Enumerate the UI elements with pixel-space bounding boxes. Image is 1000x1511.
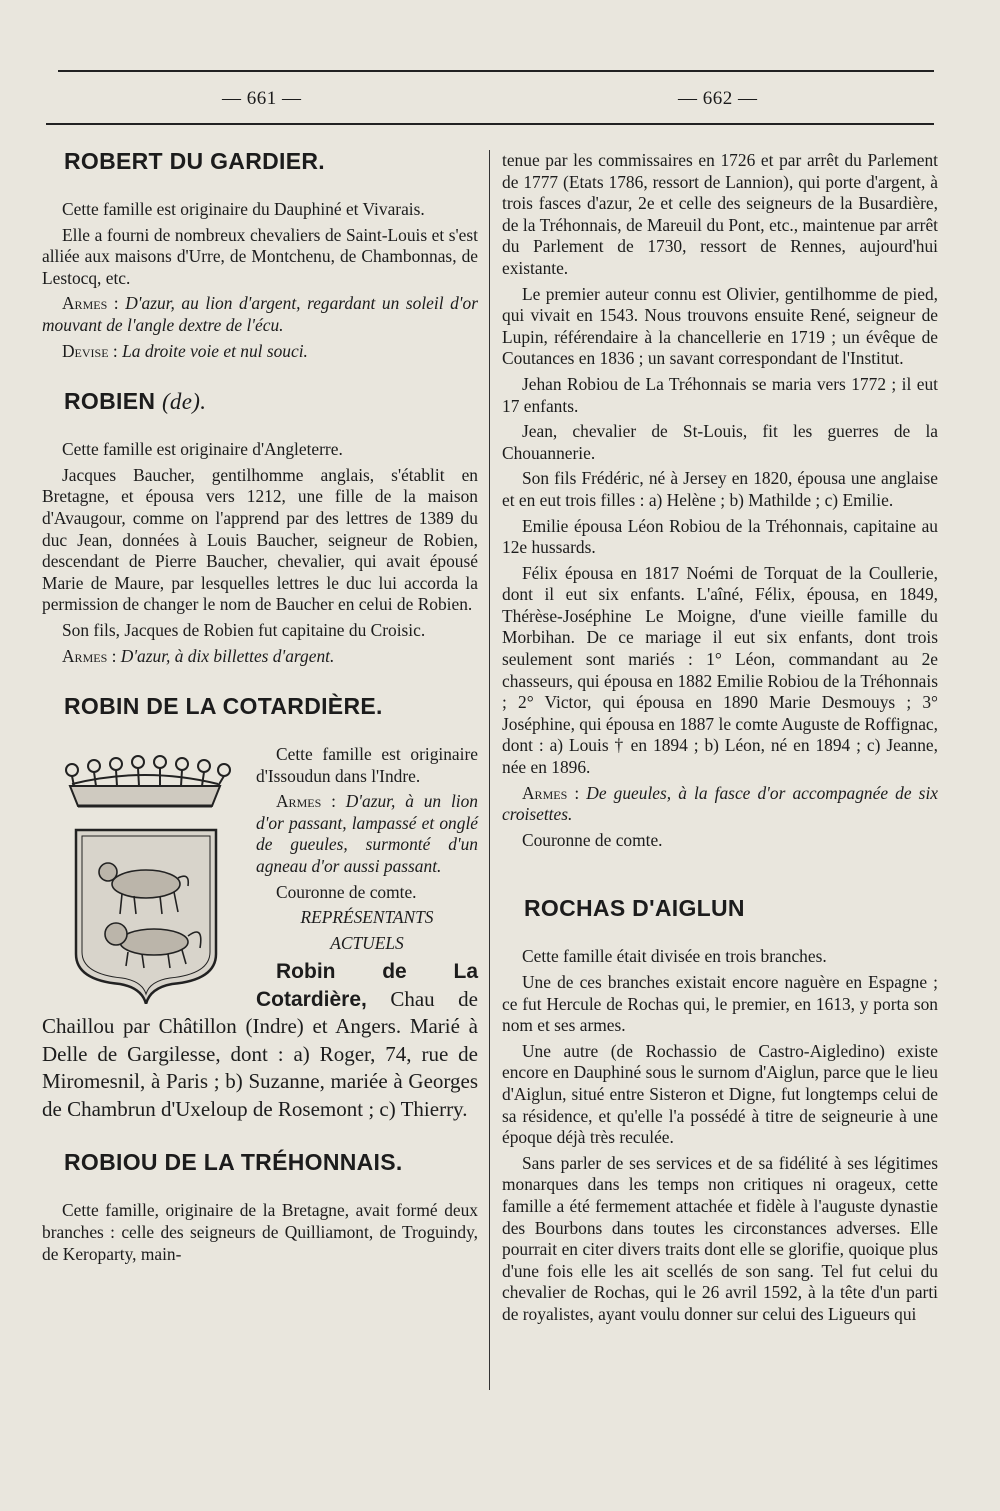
- paragraph: Cette famille est originaire d'Issoudun dans l'Indre.: [256, 744, 478, 786]
- left-column: [42, 148, 478, 1269]
- paragraph: Emilie épousa Léon Robiou de la Tréhonnais, capitaine au 12e hussards.: [502, 515, 938, 558]
- armes-text: D'azur, à dix billettes d'argent.: [120, 645, 335, 666]
- section-title: ROBIN DE LA COTARDIÈRE.: [64, 693, 383, 720]
- coat-of-arms-illustration: [42, 744, 242, 1004]
- right-column: [502, 150, 938, 1330]
- paragraph: Jean, chevalier de St-Louis, fit les guerres de la Chouannerie.: [502, 421, 938, 463]
- section-title: ROBIOU DE LA TRÉHONNAIS.: [64, 1149, 403, 1176]
- armes-line: [42, 646, 478, 668]
- armes-label: Armes :: [62, 645, 117, 666]
- paragraph: Félix épousa en 1817 Noémi de Torquat de la Coullerie, dont il eut six enfants. L'aîné, Félix, épousa, en 1849, Thérèse-Joséphine Le Moigne, d'une vieille famille du Morbihan. De ce mariage il eut six enfants, dont trois seulement sont mariés : 1° Léon, commandant au 2e chasseurs, qui épousa en 1882 Emilie Robiou de la Tréhonnais ; 2° Victor, qui épousa en 1890 Marie Desmouys ; 3° Joséphine, qui épousa en 1887 le comte Auguste de Roffignac, dont : a) Louis † en 1894 ; b) Léon, né en 1894 ; c) Jeanne, née en 1896.: [502, 562, 938, 778]
- devise-line: [42, 341, 478, 363]
- couronne-line: Couronne de comte.: [522, 829, 663, 850]
- page-number-left: — 661 —: [222, 88, 302, 109]
- paragraph: Le premier auteur connu est Olivier, gentilhomme de pied, qui vivait en 1543. Nous trouvons ensuite René, seigneur de Lupin, référendaire à la chancellerie en 1719 ; un évêque de Coutances en 1836 ; un savant correspondant de l'Institut.: [502, 283, 938, 369]
- armes-text: D'azur, au lion d'argent, regardant un soleil d'or mouvant de l'angle dextre de l'écu.: [42, 293, 478, 335]
- paragraph: Une de ces branches existait encore naguère en Espagne ; ce fut Hercule de Rochas qui, le premier, en 1613, y porta son nom et ses armes.: [502, 972, 938, 1036]
- section-title-suffix: (de).: [161, 389, 207, 415]
- representants-heading-line2: ACTUELS: [330, 932, 404, 953]
- devise-label: Devise :: [62, 340, 118, 361]
- section-title: ROCHAS D'AIGLUN: [524, 895, 745, 922]
- armes-line: [42, 293, 478, 336]
- armes-text: De gueules, à la fasce d'or accompagnée de six croisettes.: [502, 782, 938, 825]
- paragraph: Cette famille était divisée en trois branches.: [522, 946, 827, 967]
- armes-label: Armes :: [62, 293, 119, 314]
- section-title-text: ROBIEN: [64, 388, 156, 415]
- paragraph: Cette famille, originaire de la Bretagne, avait formé deux branches : celle des seigneurs de Quilliamont, de Troguindy, de Keroparty, main-: [42, 1200, 478, 1264]
- paragraph: Sans parler de ses services et de sa fidélité à ses légitimes monarques dans les temps non critiques ni orageux, cette famille a été fermement attachée et fidèle à l'auguste dynastie des Bourbons dans toutes les circonstances adverses. Elle pourrait en citer divers traits dont elle se glorifie, quoique plus d'une fois elle les ait scellés de son sang. Tel fut celui du chevalier de Rochas, qui le 26 avril 1592, à la tête d'un parti de royalistes, ayant voulu donner sur celui des Ligueurs qui: [502, 1152, 938, 1324]
- paragraph: Elle a fourni de nombreux chevaliers de Saint-Louis et s'est alliée aux maisons d'Urre, de Montchenu, de Chambonnas, de Lestocq, etc.: [42, 224, 478, 288]
- page-number-right: — 662 —: [678, 88, 758, 109]
- armes-line: [502, 783, 938, 826]
- paragraph: Une autre (de Rochassio de Castro-Aigledino) existe encore en Dauphiné sous le surnom d'Aiglun, parce que le lieu d'Aiglun, situé entre Sisteron et Digne, fut longtemps celui de sa résidence, et qu'elle l'a possédé à titre de seigneurie à une époque déjà très reculée.: [502, 1040, 938, 1148]
- paragraph: Cette famille est originaire du Dauphiné et Vivarais.: [62, 199, 425, 219]
- top-rule: [58, 70, 934, 72]
- paragraph: Cette famille est originaire d'Angleterre.: [62, 439, 343, 460]
- header-rule: [46, 123, 934, 125]
- paragraph: Jacques Baucher, gentilhomme anglais, s'établit en Bretagne, et épousa vers 1212, une fille de la maison d'Avaugour, comme on l'apprend par des lettres de 1389 du duc Jean, données à Louis Baucher, seigneur de Robien, descendant de Pierre Baucher, chevalier, qui avait épousé Marie de Maure, par lesquelles lettres le duc lui accorda la permission de changer le nom de Baucher en celui de Robien.: [42, 464, 478, 615]
- armes-label: Armes :: [276, 791, 336, 812]
- paragraph: Son fils, Jacques de Robien fut capitaine du Croisic.: [62, 619, 426, 640]
- armes-label: Armes :: [522, 782, 580, 803]
- paragraph: Jehan Robiou de La Tréhonnais se maria vers 1772 ; il eut 17 enfants.: [502, 373, 938, 416]
- representant-details: Chau de Chaillou par Châtillon (Indre) et Angers. Marié à Delle de Gargilesse, dont : a) Roger, 74, rue de Miromesnil, à Paris ; b) Suzanne, mariée à Georges de Chambrun d'Uxeloup de Rosemont ; c) Thierry.: [42, 986, 478, 1121]
- paragraph: tenue par les commissaires en 1726 et par arrêt du Parlement de 1777 (Etats 1786, ressort de Lannion), qui porte d'argent, à trois fasces d'azur, 2e et celle des seigneurs de la Busardière, de la Tréhonnais, de Mareuil du Pont, etc., maintenue par arrêt du Parlement de 1730, ressort de Rennes, aujourd'hui existante.: [502, 150, 938, 278]
- paragraph: Son fils Frédéric, né à Jersey en 1820, épousa une anglaise et en eut trois filles : a) Helène ; b) Mathilde ; c) Emilie.: [502, 468, 938, 510]
- devise-text: La droite voie et nul souci.: [122, 340, 308, 361]
- section-title: [64, 388, 478, 415]
- section-title: ROBERT DU GARDIER.: [64, 148, 325, 174]
- representants-heading-line1: REPRÉSENTANTS: [300, 907, 434, 928]
- armes-text: D'azur, à un lion d'or passant, lampassé et onglé de gueules, surmonté d'un agneau d'or aussi passant.: [256, 791, 479, 877]
- couronne-line: Couronne de comte.: [276, 881, 417, 902]
- representant-name: Robin de La Cotardière,: [256, 960, 478, 1011]
- column-divider: [489, 150, 490, 1390]
- coat-of-arms-icon: [42, 744, 242, 1004]
